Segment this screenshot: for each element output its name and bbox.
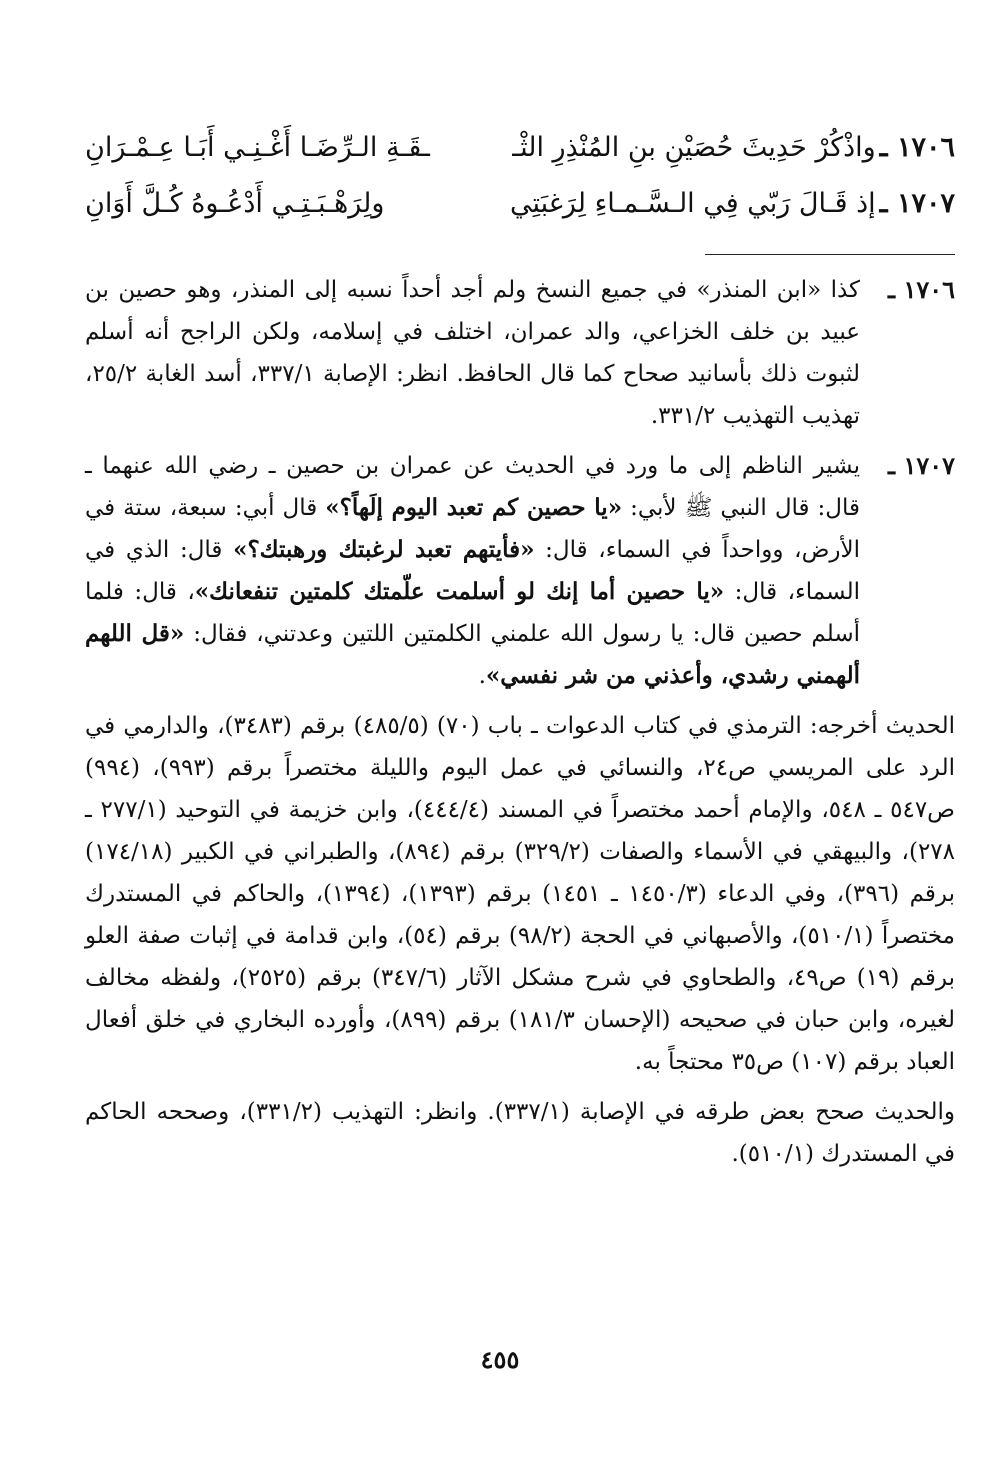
footnote-separator [705, 254, 955, 255]
verse-first-hemistich: واذْكُرْ حَدِيثَ حُصَيْنِ بنِ المُنْذِرِ الثْـ [512, 132, 876, 163]
verse-number: ١٧٠٦ ـ [879, 132, 955, 163]
narration-text: قال أبي: سبعة، ستة في الأرض، وواحداً في السماء، قال: [85, 495, 861, 563]
hadith-quote: «قل اللهم ألهمني رشدي، وأعذني من شر نفسي» [85, 620, 860, 689]
verse-first-hemistich: إذ قَـالَ رَبّي فِي الـسَّـمـاءِ لِرَغبَتِي [509, 188, 876, 219]
verse-1707 [85, 176, 955, 232]
footnotes-section [85, 269, 955, 697]
footnote-number: ١٧٠٧ ـ [888, 451, 955, 480]
page-number: ٤٥٥ [480, 1345, 520, 1374]
verses-section [85, 120, 955, 232]
takhrij-paragraph [85, 705, 955, 1083]
grading-paragraph [85, 1091, 955, 1175]
page-content [85, 120, 955, 1175]
verse-second-hemistich: ـقَـةِ الـرِّضَـا أَغْـنِـي أَبَـا عِـمْـرَانِ [85, 132, 430, 163]
footnote-number: ١٧٠٦ ـ [888, 275, 955, 304]
verse-number: ١٧٠٧ ـ [879, 188, 955, 219]
narration-text: ، قال: فلما أسلم حصين قال: يا رسول الله علمني الكلمتين اللتين وعدتني، فقال: [85, 579, 861, 647]
narration-text: قال: الذي في السماء، قال: [85, 537, 861, 605]
footnote-text: كذا «ابن المنذر» في جميع النسخ ولم أجد أحداً نسبه إلى المنذر، وهو حصين بن عبيد بن خلف الخزاعي، والد عمران، اختلف في إسلامه، ولكن الراجح أنه أسلم لثبوت ذلك بأسانيد صحاح كما قال الحافظ. انظر: الإصابة ٣٣٧/١، أسد الغابة ٢٥/٢، تهذيب التهذيب ٣٣١/٢. [85, 277, 860, 429]
narration-text: يشير الناظم إلى ما ورد في الحديث عن عمران بن حصين ـ رضي الله عنهما ـ قال: قال النبي ﷺ لأبي: [85, 453, 861, 521]
verse-1706 [85, 120, 955, 176]
verse-second-hemistich: ولِرَهْـبَـتِـي أَدْعُـوهُ كُـلَّ أَوَانِ [85, 188, 385, 219]
hadith-quote: «يا حصين كم تعبد اليوم إلَهاً؟» [325, 494, 623, 521]
takhrij-text: الحديث أخرجه: الترمذي في كتاب الدعوات ـ باب (٧٠) (٤٨٥/٥) برقم (٣٤٨٣)، والدارمي في الرد على المريسي ص٢٤، والنسائي في عمل اليوم والليلة مختصراً برقم (٩٩٣)، (٩٩٤) ص٥٤٧ ـ ٥٤٨، والإمام أحمد مختصراً في المسند (٤٤٤/٤)، وابن خزيمة في التوحيد (٢٧٧/١ ـ ٢٧٨)، والبيهقي في الأسماء والصفات (٣٢٩/٢) برقم (٨٩٤)، والطبراني في الكبير (١٧٤/١٨) برقم (٣٩٦)، وفي الدعاء (١٤٥٠/٣ ـ ١٤٥١) برقم (١٣٩٣)، (١٣٩٤)، والحاكم في المستدرك مختصراً (٥١٠/١)، والأصبهاني في الحجة (٩٨/٢) برقم (٥٤)، وابن قدامة في إثبات صفة العلو برقم (١٩) ص٤٩، والطحاوي في شرح مشكل الآثار (٣٤٧/٦) برقم (٢٥٢٥)، ولفظه مخالف لغيره، وابن حبان في صحيحه (الإحسان ١٨١/٣) برقم (٨٩٩)، وأورده البخاري في خلق أفعال العباد برقم (١٠٧) ص٣٥ محتجاً به. [85, 713, 956, 1075]
grading-text: والحديث صحح بعض طرقه في الإصابة (٣٣٧/١). وانظر: التهذيب (٣٣١/٢)، وصححه الحاكم في المستدرك (٥١٠/١). [85, 1099, 955, 1167]
narration-text: . [478, 663, 486, 689]
footnote-1706 [85, 269, 955, 437]
hadith-quote: «يا حصين أما إنك لو أسلمت علّمتك كلمتين تنفعانك» [194, 578, 725, 605]
hadith-text [85, 445, 860, 697]
hadith-quote: «فأيتهم تعبد لرغبتك ورهبتك؟» [233, 536, 535, 563]
footnote-1707 [85, 445, 955, 697]
